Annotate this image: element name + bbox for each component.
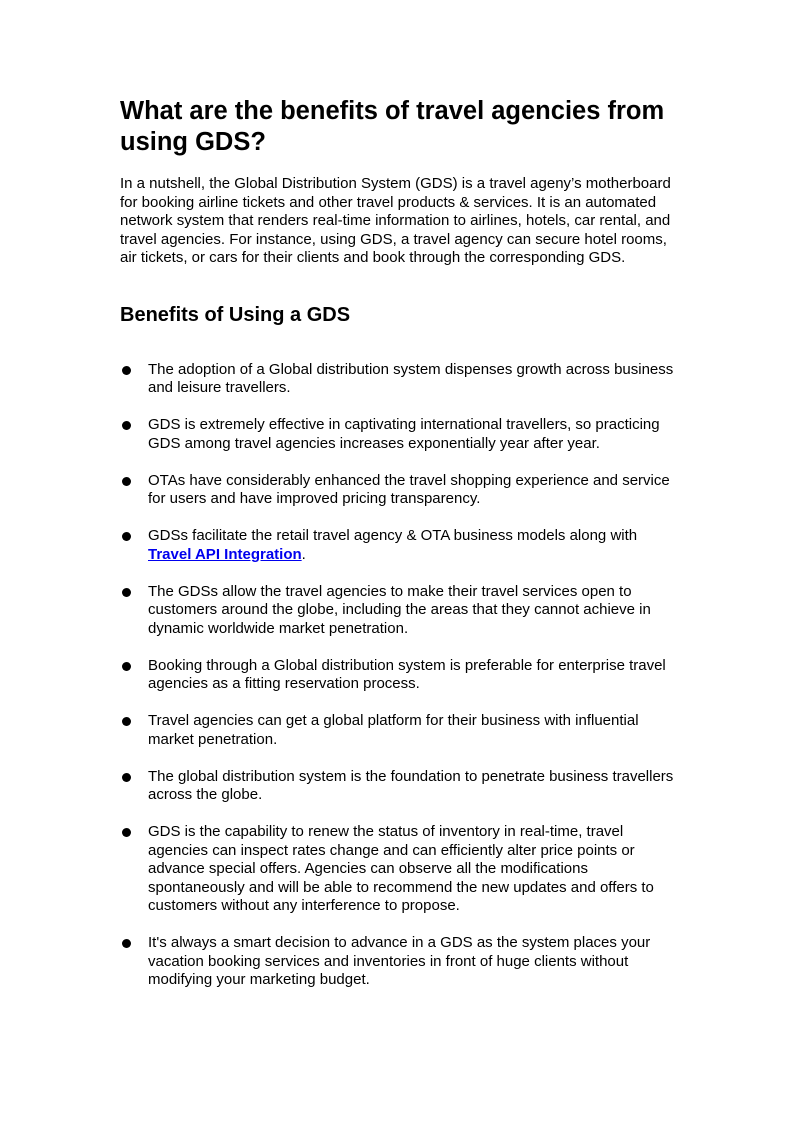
list-item (120, 583, 680, 639)
bullet-icon (122, 421, 131, 430)
list-item-text: GDS is the capability to renew the status of inventory in real-time, travel agencies can inspect rates change and can efficiently alter price points or advance special offers. Agencies can observe all the modifications spontaneously and will be able to recommend the new updates and offers to customers without any interference to propose. (148, 823, 654, 914)
bullet-icon (122, 477, 131, 486)
list-item-text: Travel agencies can get a global platform for their business with influential market penetration. (148, 712, 639, 748)
travel-api-integration-link[interactable]: Travel API Integration (148, 545, 302, 563)
list-item (120, 934, 680, 990)
bullet-icon (122, 828, 131, 837)
list-item-text: Booking through a Global distribution system is preferable for enterprise travel agencies as a fitting reservation process. (148, 656, 666, 692)
list-item-text: The global distribution system is the foundation to penetrate business travellers across the globe. (148, 767, 674, 803)
list-item (120, 472, 680, 509)
list-item (120, 768, 680, 805)
bullet-icon (122, 717, 131, 726)
bullet-icon (122, 366, 131, 375)
bullet-icon (122, 532, 131, 541)
list-item-text: The adoption of a Global distribution system dispenses growth across business and leisure travellers. (148, 360, 674, 396)
section-heading: Benefits of Using a GDS (120, 303, 351, 326)
document-page (120, 96, 680, 1008)
list-item (120, 657, 680, 694)
list-item (120, 712, 680, 749)
list-item (120, 823, 680, 916)
list-item (120, 361, 680, 398)
bullet-icon (122, 662, 131, 671)
list-item-text-end: . (301, 545, 306, 563)
bullet-icon (122, 588, 131, 597)
list-item-text: GDS is extremely effective in captivating international travellers, so practicing GDS among travel agencies increases exponentially year after year. (148, 416, 660, 452)
list-item-text: The GDSs allow the travel agencies to make their travel services open to customers around the globe, including the areas that they cannot achieve in dynamic worldwide market penetration. (148, 582, 651, 637)
list-item-text: OTAs have considerably enhanced the travel shopping experience and service for users and have improved pricing transparency. (148, 471, 670, 507)
bullet-icon (122, 773, 131, 782)
page-title: What are the benefits of travel agencies from using GDS? (120, 97, 665, 156)
benefits-list (120, 361, 680, 990)
list-item-text: GDSs facilitate the retail travel agency & OTA business models along with (148, 527, 638, 544)
bullet-icon (122, 939, 131, 948)
list-item (120, 527, 680, 564)
list-item-text: It's always a smart decision to advance in a GDS as the system places your vacation booking services and inventories in front of huge clients without modifying your marketing budget. (148, 934, 651, 988)
intro-paragraph: In a nutshell, the Global Distribution System (GDS) is a travel ageny’s motherboard for booking airline tickets and other travel products & services. It is an automated network system that renders real-time information to airlines, hotels, car rental, and travel agencies. For instance, using GDS, a travel agency can secure hotel rooms, air tickets, or cars for their clients and book through the corresponding GDS. (120, 175, 671, 266)
list-item (120, 416, 680, 453)
